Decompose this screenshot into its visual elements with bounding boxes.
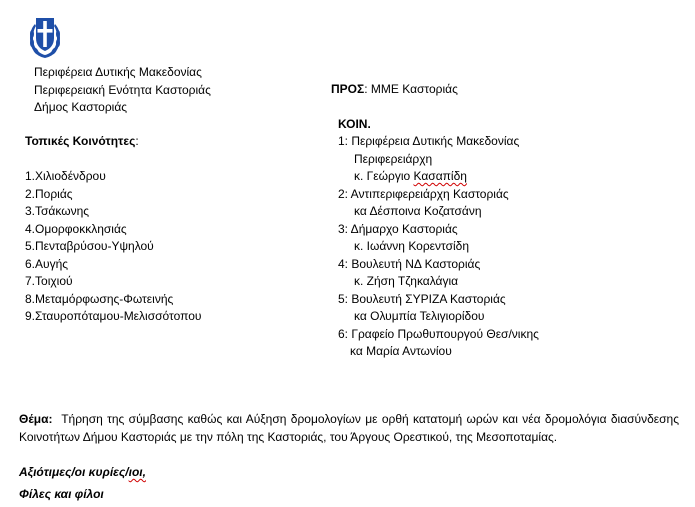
communities-heading	[25, 133, 139, 151]
communities-title-suffix: :	[135, 134, 139, 148]
communities-list	[25, 168, 201, 326]
greeting-prefix: Αξιότιμες/οι κυρίες/	[19, 465, 129, 479]
sender-block	[34, 64, 211, 117]
cc-line-part: κ. Γεώργιο	[354, 169, 411, 183]
subject-colon: :	[48, 412, 53, 426]
cc-line: 4: Βουλευτή ΝΔ Καστοριάς	[338, 256, 481, 271]
cc-line: 1: Περιφέρεια Δυτικής Μακεδονίας	[338, 134, 520, 148]
cc-line: 2: Αντιπεριφερειάρχη Καστοριάς	[338, 186, 509, 201]
cc-line: κ. Ζήση Τζηκαλάγια	[354, 274, 459, 288]
recipient-to	[331, 81, 458, 99]
list-item: 5.Πενταβρύσου-Υψηλού	[25, 239, 154, 253]
cc-list	[338, 133, 539, 361]
list-item: 7.Τοιχιού	[25, 274, 73, 288]
cc-label: ΚΟΙΝ.	[338, 117, 371, 131]
cc-line: κα Ολυμπία Τελιγιορίδου	[354, 309, 485, 323]
cc-line-flagged: Κασαπίδη	[413, 169, 467, 183]
list-item: 4.Ομορφοκκλησιάς	[25, 221, 127, 236]
list-item: 6.Αυγής	[25, 256, 69, 271]
sender-line: Περιφέρεια Δυτικής Μακεδονίας	[34, 65, 202, 79]
cc-line: Περιφερειάρχη	[354, 151, 433, 166]
to-value: : ΜΜΕ Καστοριάς	[364, 82, 458, 96]
sender-line: Δήμος Καστοριάς	[34, 100, 128, 114]
list-item: 9.Σταυροπόταμου-Μελισσότοπου	[25, 309, 202, 323]
greeting-flagged: ιοι,	[128, 465, 146, 479]
to-label: ΠΡΟΣ	[331, 82, 365, 96]
communities-title: Τοπικές Κοινότητες	[25, 134, 136, 148]
subject-paragraph	[19, 411, 679, 446]
list-item: 3.Τσάκωνης	[25, 204, 90, 218]
cc-line: κα Δέσποινα Κοζατσάνη	[354, 204, 482, 218]
subject-label: Θέμα	[19, 412, 49, 426]
list-item: 1.Χιλιοδένδρου	[25, 169, 106, 183]
list-item: 8.Μεταμόρφωσης-Φωτεινής	[25, 291, 174, 306]
cc-line: 5: Βουλευτή ΣΥΡΙΖΑ Καστοριάς	[338, 291, 506, 306]
greeting-line-2: Φίλες και φίλοι	[19, 487, 104, 501]
cc-line	[338, 168, 539, 186]
cc-line: 6: Γραφείο Πρωθυπουργού Θεσ/νικης	[338, 326, 539, 341]
hellenic-republic-emblem-icon	[27, 12, 63, 62]
cc-line: κ. Ιωάννη Κορεντσίδη	[354, 239, 470, 253]
subject-text: Τήρηση της σύμβασης καθώς και Αύξηση δρομολογίων με ορθή κατατομή ωρών και νέα δρομολόγια διασύνδεσης Κοινοτήτων Δήμου Καστοριάς με την πόλη της Καστοριάς, του Άργους Ορεστικού, της Μεσοποταμίας.	[19, 412, 680, 444]
cc-line: 3: Δήμαρχο Καστοριάς	[338, 221, 458, 236]
list-item: 2.Ποριάς	[25, 186, 73, 201]
sender-line: Περιφερειακή Ενότητα Καστοριάς	[34, 82, 211, 97]
cc-line: κα Μαρία Αντωνίου	[350, 344, 452, 358]
greeting-line-1	[19, 465, 146, 479]
